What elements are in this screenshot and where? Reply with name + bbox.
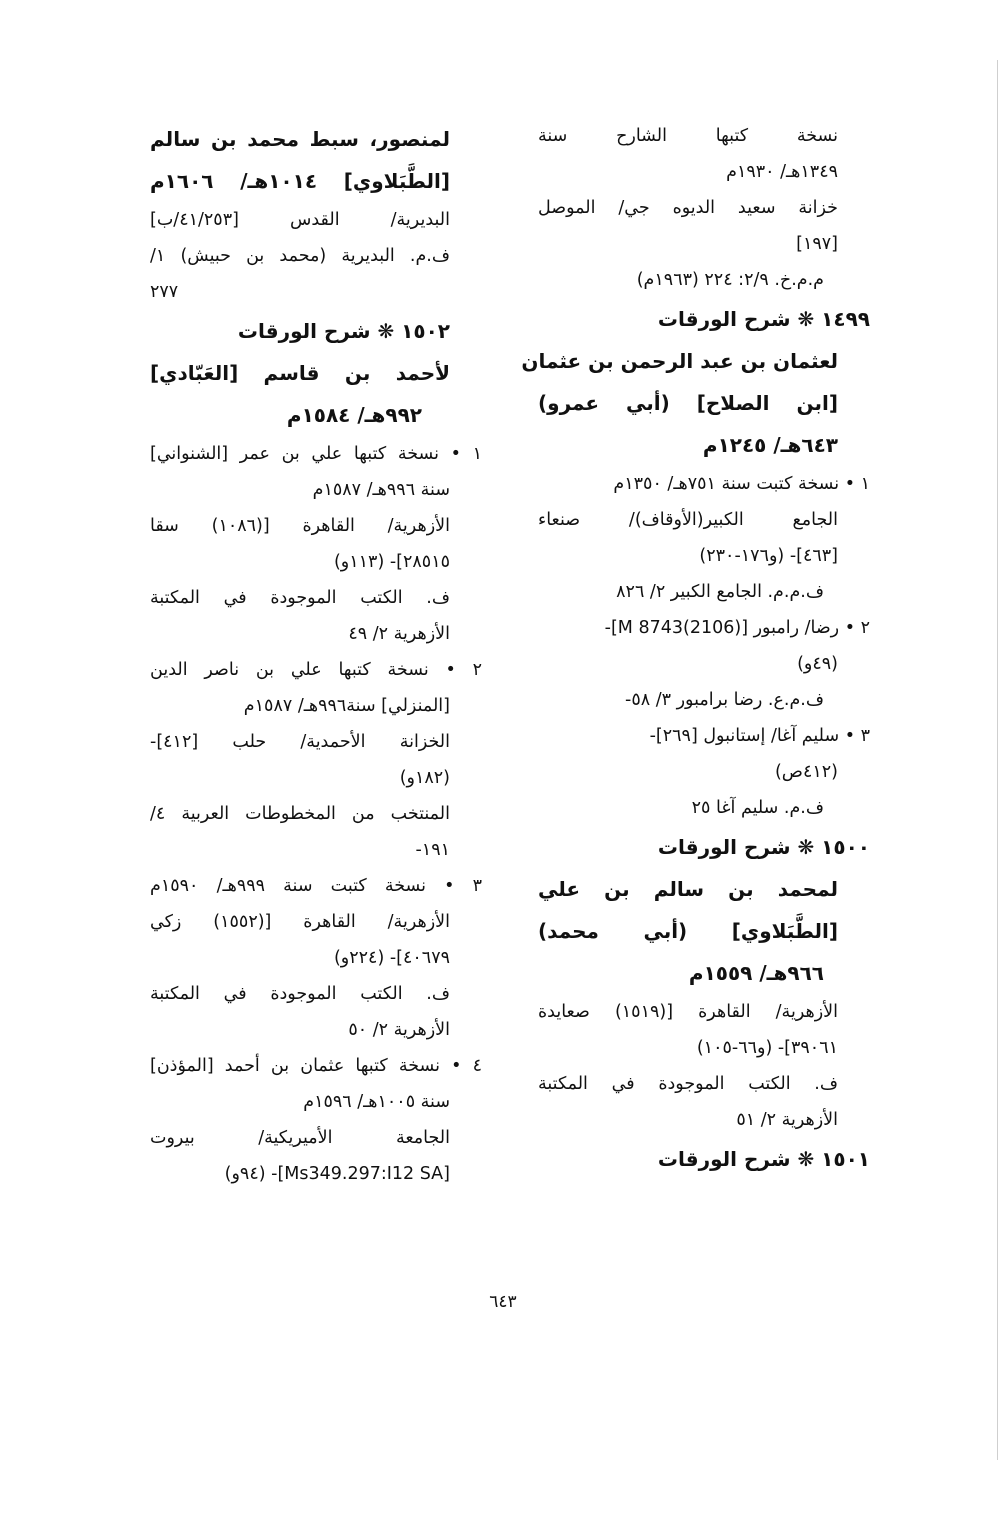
date-line: ٩٩٢هـ/ ١٥٨٤م (286, 403, 422, 427)
text-line: البديرية/ القدس [٤١/٢٥٣/ب] (150, 210, 450, 230)
manuscript-line: ٤ • نسخة كتبها عثمان بن أحمد [المؤذن] (150, 1056, 482, 1076)
text-line: ف. الكتب الموجودة في المكتبة (150, 984, 450, 1004)
text-line: ١٩١- (415, 840, 450, 860)
text-line: [Ms349.297:I12 SA]- (٩٤و) (224, 1164, 450, 1184)
manuscript-line: ١ • نسخة كتبت سنة ٧٥١هـ/ ١٣٥٠م (613, 474, 870, 494)
page-edge-line (997, 60, 998, 1460)
text-line: الجامع الكبير(الأوقاف)/ صنعاء (538, 510, 838, 530)
text-line: ١٣٤٩هـ/ ١٩٣٠م (726, 162, 838, 182)
author-line: لمنصور، سبط محمد بن سالم (150, 127, 450, 151)
text-line: الأزهرية/ القاهرة [(١٠٨٦) سقا (150, 516, 450, 536)
text-line: [٤٦٣]- (و١٧٦-٢٣٠) (699, 546, 838, 566)
text-line: ف.م. البديرية (محمد بن حبيش) ١/ (150, 246, 450, 266)
author-line: لمحمد بن سالم بن علي (538, 877, 838, 901)
text-line: م.م.خ. ٢/٩: ٢٢٤ (١٩٦٣م) (636, 270, 824, 290)
text-line: (١٨٢و) (399, 768, 450, 788)
entry-heading-1499: ١٤٩٩ ❋ شرح الورقات (657, 307, 870, 331)
text-line: ف. الكتب الموجودة في المكتبة (150, 588, 450, 608)
left-column (150, 118, 482, 1192)
text-line: الأزهرية ٢/ ٥٠ (348, 1020, 450, 1040)
text-line: ٤٠٦٧٩]- (٢٢٤و) (333, 948, 450, 968)
date-line: ٦٤٣هـ/ ١٢٤٥م (702, 433, 838, 457)
text-line: خزانة سعيد الديوه جي/ الموصل (538, 198, 838, 218)
entry-heading-1502: ١٥٠٢ ❋ شرح الورقات (237, 319, 450, 343)
text-line: [المنزلي] سنة٩٩٦هـ/ ١٥٨٧م (243, 696, 450, 716)
text-line: (٤٩و) (797, 654, 838, 674)
page-number: ٦٤٣ (489, 1292, 517, 1312)
text-line: ٢٨٥١٥]- (١١٣و) (333, 552, 450, 572)
manuscript-line: ٣ • نسخة كتبت سنة ٩٩٩هـ/ ١٥٩٠م (150, 876, 482, 896)
date-line: ٩٦٦هـ/ ١٥٥٩م (688, 961, 824, 985)
text-line: ف.م.م. الجامع الكبير ٢/ ٨٢٦ (616, 582, 824, 602)
text-line: الجامعة الأميريكية/ بيروت (150, 1128, 450, 1148)
author-line: [الطَّبَلاوي] (أبي محمد) (538, 919, 838, 943)
text-line: الأزهرية ٢/ ٥١ (736, 1110, 838, 1130)
manuscript-line: ٢ • رضا/ رامبور [M 8743(2106)]- (604, 618, 870, 638)
text-line: ف. الكتب الموجودة في المكتبة (538, 1074, 838, 1094)
entry-heading-1500: ١٥٠٠ ❋ شرح الورقات (657, 835, 870, 859)
entry-heading-1501: ١٥٠١ ❋ شرح الورقات (657, 1147, 870, 1171)
text-line: الأزهرية/ القاهرة [(١٥٥٢) زكي (150, 912, 450, 932)
text-line: ف.م. سليم آغا ٢٥ (691, 798, 824, 818)
manuscript-line: ٣ • سليم آغا/ إستانبول [٢٦٩]- (649, 726, 870, 746)
text-line: الأزهرية/ القاهرة [(١٥١٩) صعايدة (538, 1002, 838, 1022)
right-column (521, 118, 870, 1180)
author-line: [الطَّبَلاوي] ١٠١٤هـ/ ١٦٠٦م (150, 169, 450, 193)
text-line: الأزهرية ٢/ ٤٩ (348, 624, 450, 644)
manuscript-line: ٢ • نسخة كتبها علي بن ناصر الدين (150, 660, 482, 680)
text-line: ف.م.ع. رضا برامبور ٣/ ٥٨- (625, 690, 824, 710)
text-line: (٤١٢ص) (774, 762, 838, 782)
author-line: لأحمد بن قاسم [العَبّادي] (150, 361, 450, 385)
text-line: نسخة كتبها الشارح سنة (538, 126, 838, 146)
text-line: سنة ١٠٠٥هـ/ ١٥٩٦م (303, 1092, 450, 1112)
text-line: سنة ٩٩٦هـ/ ١٥٨٧م (312, 480, 450, 500)
author-line: لعثمان بن عبد الرحمن بن عثمان (521, 349, 838, 373)
text-line: الخزانة الأحمدية/ حلب [٤١٢]- (150, 732, 450, 752)
text-line: ٣٩٠٦١]- (و٦٦-١٠٥) (696, 1038, 838, 1058)
text-line: المنتخب من المخطوطات العربية ٤/ (150, 804, 450, 824)
text-line: [١٩٧] (796, 234, 838, 254)
manuscript-line: ١ • نسخة كتبها علي بن عمر [الشنواني] (150, 444, 482, 464)
text-line: ٢٧٧ (150, 282, 179, 302)
author-line: [ابن الصلاح] (أبي عمرو) (538, 391, 838, 415)
